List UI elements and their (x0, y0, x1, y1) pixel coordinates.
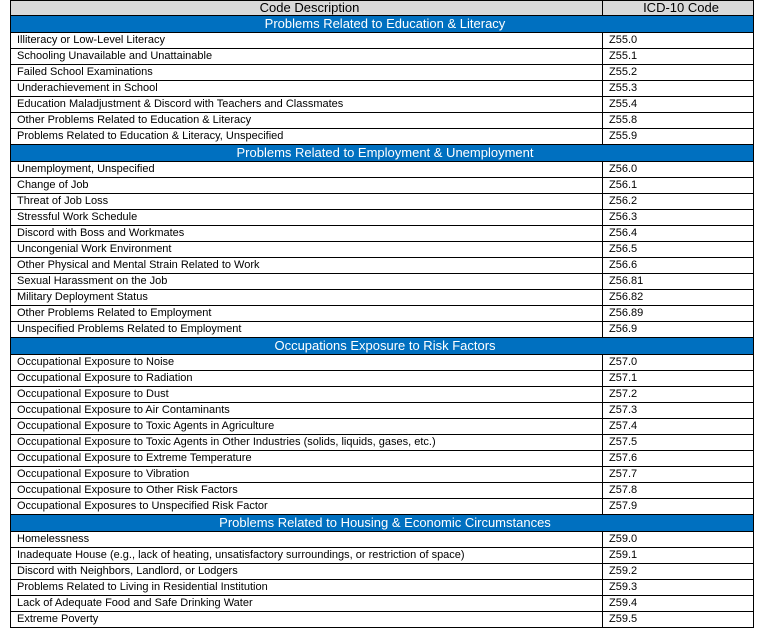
icd10-code: Z56.4 (603, 226, 754, 242)
table-row (11, 403, 754, 419)
code-description: Occupational Exposure to Dust (11, 387, 603, 403)
icd10-code: Z55.0 (603, 33, 754, 49)
code-description: Homelessness (11, 532, 603, 548)
icd10-code: Z59.1 (603, 548, 754, 564)
table-row (11, 33, 754, 49)
code-description: Schooling Unavailable and Unattainable (11, 49, 603, 65)
icd10-code: Z57.5 (603, 435, 754, 451)
code-description: Occupational Exposure to Noise (11, 355, 603, 371)
table-row (11, 435, 754, 451)
code-description: Occupational Exposure to Extreme Temperature (11, 451, 603, 467)
code-description: Other Problems Related to Education & Literacy (11, 113, 603, 129)
code-description: Occupational Exposures to Unspecified Risk Factor (11, 499, 603, 515)
icd10-code: Z59.3 (603, 580, 754, 596)
icd10-code: Z56.5 (603, 242, 754, 258)
code-description: Sexual Harassment on the Job (11, 274, 603, 290)
column-header-code: ICD-10 Code (603, 1, 754, 16)
section-header-row (11, 515, 754, 532)
code-description: Illiteracy or Low-Level Literacy (11, 33, 603, 49)
table-row (11, 499, 754, 515)
icd10-code: Z56.9 (603, 322, 754, 338)
code-description: Extreme Poverty (11, 612, 603, 628)
icd10-code: Z59.2 (603, 564, 754, 580)
icd10-code: Z56.6 (603, 258, 754, 274)
code-description: Military Deployment Status (11, 290, 603, 306)
icd10-code: Z55.4 (603, 97, 754, 113)
icd10-code: Z56.0 (603, 162, 754, 178)
icd10-code: Z56.2 (603, 194, 754, 210)
table-row (11, 596, 754, 612)
code-description: Occupational Exposure to Air Contaminants (11, 403, 603, 419)
code-description: Problems Related to Education & Literacy, Unspecified (11, 129, 603, 145)
icd10-code: Z56.3 (603, 210, 754, 226)
code-description: Unemployment, Unspecified (11, 162, 603, 178)
code-description: Change of Job (11, 178, 603, 194)
table-row (11, 242, 754, 258)
table-row (11, 532, 754, 548)
icd10-code: Z55.1 (603, 49, 754, 65)
table-row (11, 419, 754, 435)
column-header-description: Code Description (11, 1, 603, 16)
section-title: Problems Related to Education & Literacy (11, 16, 754, 33)
code-description: Inadequate House (e.g., lack of heating, unsatisfactory surroundings, or restriction of space) (11, 548, 603, 564)
table-row (11, 580, 754, 596)
icd10-code: Z55.2 (603, 65, 754, 81)
table-row (11, 612, 754, 628)
code-description: Education Maladjustment & Discord with Teachers and Classmates (11, 97, 603, 113)
table-row (11, 97, 754, 113)
code-description: Threat of Job Loss (11, 194, 603, 210)
icd10-code: Z59.5 (603, 612, 754, 628)
table-row (11, 467, 754, 483)
code-description: Failed School Examinations (11, 65, 603, 81)
section-header-row (11, 16, 754, 33)
icd10-code: Z57.4 (603, 419, 754, 435)
table-row (11, 129, 754, 145)
table-row (11, 274, 754, 290)
table-row (11, 290, 754, 306)
icd10-code-table (10, 0, 754, 628)
section-title: Problems Related to Employment & Unemployment (11, 145, 754, 162)
code-description: Occupational Exposure to Toxic Agents in Agriculture (11, 419, 603, 435)
table-row (11, 548, 754, 564)
icd10-code: Z56.1 (603, 178, 754, 194)
code-description: Occupational Exposure to Radiation (11, 371, 603, 387)
icd10-code: Z57.3 (603, 403, 754, 419)
section-title: Occupations Exposure to Risk Factors (11, 338, 754, 355)
icd10-code: Z57.2 (603, 387, 754, 403)
icd10-code: Z57.0 (603, 355, 754, 371)
icd10-code: Z55.8 (603, 113, 754, 129)
icd10-code: Z55.3 (603, 81, 754, 97)
table-row (11, 355, 754, 371)
code-description: Other Problems Related to Employment (11, 306, 603, 322)
icd10-code: Z57.9 (603, 499, 754, 515)
code-description: Occupational Exposure to Toxic Agents in Other Industries (solids, liquids, gases, etc.) (11, 435, 603, 451)
table-row (11, 162, 754, 178)
table-row (11, 49, 754, 65)
table-row (11, 387, 754, 403)
code-description: Lack of Adequate Food and Safe Drinking Water (11, 596, 603, 612)
code-description: Unspecified Problems Related to Employment (11, 322, 603, 338)
table-row (11, 258, 754, 274)
code-description: Uncongenial Work Environment (11, 242, 603, 258)
table-row (11, 210, 754, 226)
code-description: Underachievement in School (11, 81, 603, 97)
icd10-code: Z57.7 (603, 467, 754, 483)
table-row (11, 451, 754, 467)
code-description: Discord with Boss and Workmates (11, 226, 603, 242)
icd10-code: Z56.81 (603, 274, 754, 290)
table-row (11, 178, 754, 194)
code-description: Other Physical and Mental Strain Related to Work (11, 258, 603, 274)
section-title: Problems Related to Housing & Economic Circumstances (11, 515, 754, 532)
icd10-code: Z56.89 (603, 306, 754, 322)
code-description: Occupational Exposure to Other Risk Factors (11, 483, 603, 499)
icd10-code: Z57.6 (603, 451, 754, 467)
code-description: Stressful Work Schedule (11, 210, 603, 226)
section-header-row (11, 338, 754, 355)
section-header-row (11, 145, 754, 162)
icd10-code: Z59.4 (603, 596, 754, 612)
code-description: Problems Related to Living in Residential Institution (11, 580, 603, 596)
table-row (11, 371, 754, 387)
icd10-code: Z57.1 (603, 371, 754, 387)
table-row (11, 322, 754, 338)
icd10-code: Z56.82 (603, 290, 754, 306)
column-header-row (11, 1, 754, 16)
code-description: Occupational Exposure to Vibration (11, 467, 603, 483)
table-row (11, 564, 754, 580)
table-row (11, 306, 754, 322)
icd10-code: Z59.0 (603, 532, 754, 548)
icd10-code: Z57.8 (603, 483, 754, 499)
table-row (11, 81, 754, 97)
table-row (11, 194, 754, 210)
code-description: Discord with Neighbors, Landlord, or Lodgers (11, 564, 603, 580)
table-row (11, 226, 754, 242)
table-row (11, 113, 754, 129)
table-row (11, 65, 754, 81)
icd10-code: Z55.9 (603, 129, 754, 145)
table-row (11, 483, 754, 499)
